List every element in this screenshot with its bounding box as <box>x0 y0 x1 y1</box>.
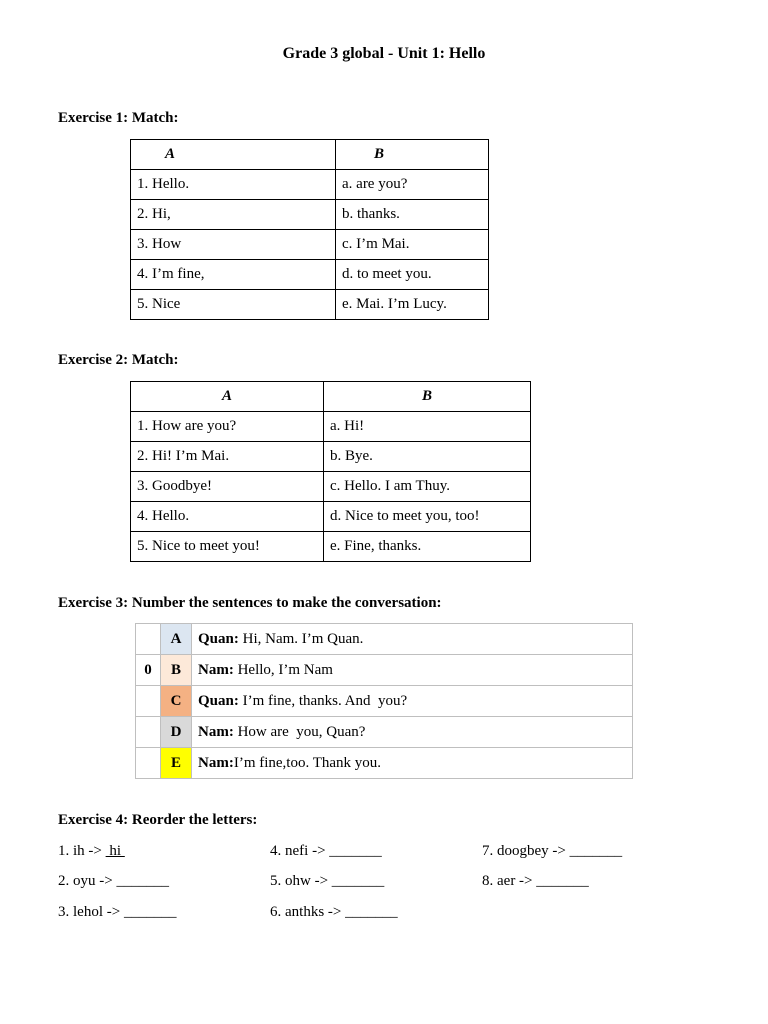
table-header-row <box>131 382 531 412</box>
sentence-cell <box>192 686 633 717</box>
sentence-cell <box>192 624 633 655</box>
column-b-cell: a. are you? <box>336 170 489 200</box>
answer-blank[interactable]: _______ <box>345 904 398 920</box>
column-b-header: B <box>324 382 531 412</box>
reorder-item <box>58 843 125 860</box>
speaker-name: Nam: <box>198 723 234 740</box>
column-b-cell: c. I’m Mai. <box>336 230 489 260</box>
page-title: Grade 3 global - Unit 1: Hello <box>282 45 486 62</box>
answer-blank[interactable]: _______ <box>569 843 623 859</box>
order-number-cell[interactable] <box>136 717 161 748</box>
reorder-item <box>482 873 589 890</box>
sentence-cell <box>192 655 633 686</box>
scrambled-word: 2. oyu -> <box>58 873 117 889</box>
exercise2-table <box>130 381 531 562</box>
sentence-letter: E <box>161 748 192 779</box>
column-a-cell: 3. Goodbye! <box>131 472 324 502</box>
column-a-header: A <box>131 140 336 170</box>
reorder-item <box>270 904 398 921</box>
order-number-cell[interactable] <box>136 686 161 717</box>
sentence-letter: B <box>161 655 192 686</box>
exercise1-table <box>130 139 489 320</box>
answer-blank[interactable]: _______ <box>116 873 169 889</box>
column-b-cell: a. Hi! <box>324 412 531 442</box>
speaker-name: Nam: <box>198 754 234 771</box>
scrambled-word: 5. ohw -> <box>270 873 332 889</box>
answer-blank[interactable]: _______ <box>536 873 589 889</box>
sentence-text: Hello, I’m Nam <box>233 661 333 678</box>
order-number-cell[interactable]: 0 <box>136 655 161 686</box>
column-b-header: B <box>336 140 489 170</box>
column-b-cell: d. to meet you. <box>336 260 489 290</box>
table-row <box>131 290 489 320</box>
column-a-cell: 1. Hello. <box>131 170 336 200</box>
scrambled-word: 7. doogbey -> <box>482 843 570 859</box>
answer-blank[interactable]: _______ <box>331 873 385 889</box>
scrambled-word: 6. anthks -> <box>270 904 346 920</box>
column-a-cell: 3. How <box>131 230 336 260</box>
column-b-cell: c. Hello. I am Thuy. <box>324 472 531 502</box>
table-row <box>131 502 531 532</box>
column-a-cell: 4. Hello. <box>131 502 324 532</box>
sentence-cell <box>192 748 633 779</box>
sentence-text: How are you, Quan? <box>233 723 366 740</box>
scrambled-word: 8. aer -> <box>482 873 537 889</box>
table-row <box>131 532 531 562</box>
speaker-name: Quan: <box>198 630 239 647</box>
speaker-name: Quan: <box>198 692 239 709</box>
reorder-item <box>58 904 176 921</box>
table-row <box>131 412 531 442</box>
reorder-item <box>482 843 622 860</box>
reorder-item <box>58 873 169 890</box>
column-b-cell: d. Nice to meet you, too! <box>324 502 531 532</box>
table-row <box>131 170 489 200</box>
reorder-item <box>270 873 384 890</box>
order-number-cell[interactable] <box>136 748 161 779</box>
column-a-header: A <box>131 382 324 412</box>
scrambled-word: 1. ih -> <box>58 843 106 859</box>
exercise3-heading: Exercise 3: Number the sentences to make the conversation: <box>58 595 442 611</box>
column-b-cell: b. thanks. <box>336 200 489 230</box>
scrambled-word: 4. nefi -> <box>270 843 330 859</box>
column-a-cell: 1. How are you? <box>131 412 324 442</box>
exercise2-heading: Exercise 2: Match: <box>58 352 179 368</box>
answer-blank[interactable]: _______ <box>329 843 382 859</box>
answer-blank[interactable]: hi <box>105 843 125 859</box>
sentence-cell <box>192 717 633 748</box>
exercise1-heading: Exercise 1: Match: <box>58 110 179 126</box>
exercise3-table <box>135 623 633 779</box>
table-row <box>131 472 531 502</box>
table-row <box>131 230 489 260</box>
sentence-letter: A <box>161 624 192 655</box>
conversation-row <box>136 655 633 686</box>
sentence-text: I’m fine,too. Thank you. <box>233 754 382 771</box>
sentence-text: I’m fine, thanks. And you? <box>238 692 408 709</box>
speaker-name: Nam: <box>198 661 234 678</box>
scrambled-word: 3. lehol -> <box>58 904 124 920</box>
exercise4-heading: Exercise 4: Reorder the letters: <box>58 812 258 828</box>
answer-blank[interactable]: _______ <box>123 904 177 920</box>
column-a-cell: 5. Nice to meet you! <box>131 532 324 562</box>
column-a-cell: 2. Hi! I’m Mai. <box>131 442 324 472</box>
sentence-letter: C <box>161 686 192 717</box>
conversation-row <box>136 624 633 655</box>
column-a-cell: 2. Hi, <box>131 200 336 230</box>
column-b-cell: e. Mai. I’m Lucy. <box>336 290 489 320</box>
table-row <box>131 200 489 230</box>
table-row <box>131 442 531 472</box>
conversation-row <box>136 748 633 779</box>
order-number-cell[interactable] <box>136 624 161 655</box>
column-a-cell: 5. Nice <box>131 290 336 320</box>
sentence-text: Hi, Nam. I’m Quan. <box>238 630 364 647</box>
conversation-row <box>136 686 633 717</box>
reorder-item <box>270 843 382 860</box>
table-row <box>131 260 489 290</box>
column-a-cell: 4. I’m fine, <box>131 260 336 290</box>
conversation-row <box>136 717 633 748</box>
column-b-cell: e. Fine, thanks. <box>324 532 531 562</box>
sentence-letter: D <box>161 717 192 748</box>
table-header-row <box>131 140 489 170</box>
column-b-cell: b. Bye. <box>324 442 531 472</box>
